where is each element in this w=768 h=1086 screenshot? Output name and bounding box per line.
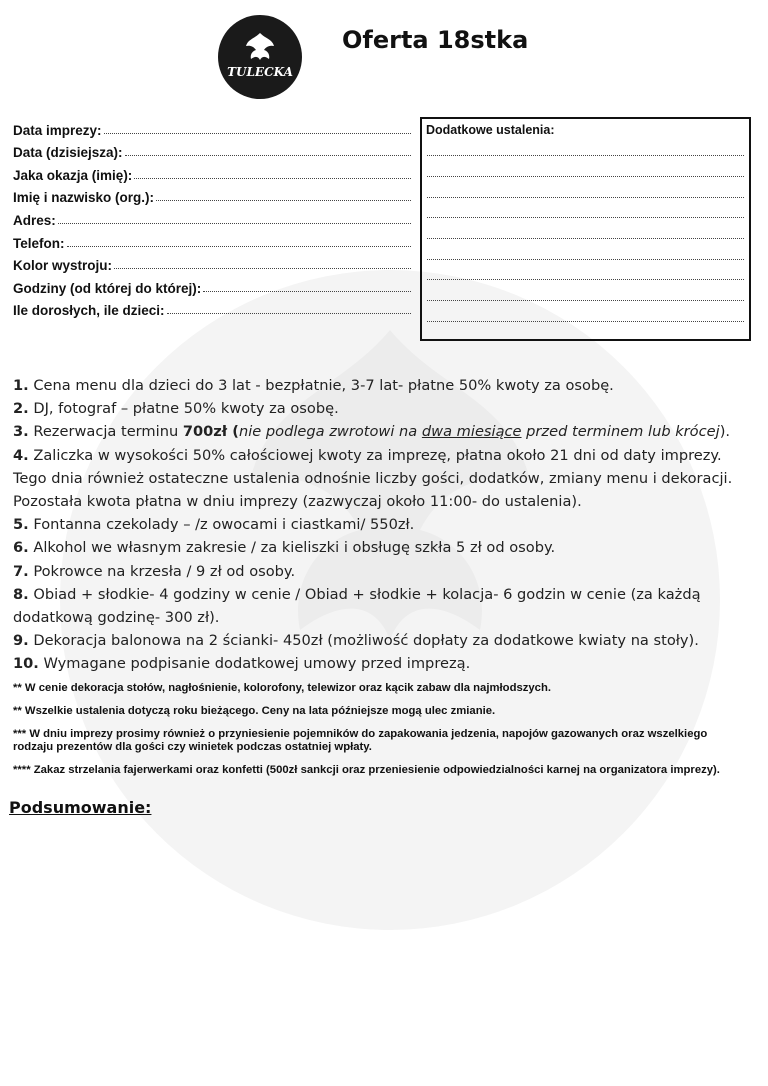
item-text: Zaliczka w wysokości 50% całościowej kwoty za imprezę, płatna około 21 dni od daty imprezy. Tego dnia również ostateczne ustalenia odnośnie liczby gości, dodatków, zmiany menu i dekoracji. Pozostała kwota płatna w dniu imprezy (zazwyczaj około 11:00- do ustalenia). [13, 446, 733, 511]
fill-line [167, 313, 411, 314]
list-item [13, 397, 758, 420]
fill-line [203, 291, 411, 292]
fill-line [427, 155, 744, 156]
fill-line [67, 246, 412, 247]
fill-line [104, 133, 411, 134]
item-text: Rezerwacja terminu [28, 423, 183, 441]
list-item [13, 583, 758, 629]
footnote: ** W cenie dekoracja stołów, nagłośnienie, kolorofony, telewizor oraz kącik zabaw dla najmłodszych. [13, 682, 552, 694]
fill-line [114, 268, 411, 269]
field-event-date[interactable] [13, 115, 411, 138]
fill-line [427, 259, 744, 260]
fill-line [427, 176, 744, 177]
item-number: 5. [13, 516, 29, 534]
item-number: 10. [13, 655, 39, 673]
field-label: Adres: [13, 212, 56, 228]
item-number: 3. [13, 423, 29, 441]
fill-line [134, 178, 411, 179]
page-title: Oferta 18stka [342, 26, 529, 54]
fill-line [427, 279, 744, 280]
fill-line [156, 200, 411, 201]
field-guest-count[interactable] [13, 296, 411, 319]
list-item [13, 560, 758, 583]
field-occasion[interactable] [13, 160, 411, 183]
footnote: *** W dniu imprezy prosimy również o przyniesienie pojemników do zapakowania jedzenia, napojów gazowanych oraz wszelkiego rodzaju prezentów dla gości czy winietek podczas ostatniej wpłaty. [13, 728, 708, 753]
field-hours[interactable] [13, 273, 411, 296]
item-number: 4. [13, 446, 29, 464]
summary-heading: Podsumowanie: [9, 798, 152, 817]
field-organizer-name[interactable] [13, 183, 411, 206]
field-label: Telefon: [13, 235, 65, 251]
item-number: 7. [13, 562, 29, 580]
item-number: 9. [13, 632, 29, 650]
footnote: **** Zakaz strzelania fajerwerkami oraz konfetti (500zł sankcji oraz przeniesienie odpowiedzialności karnej na organizatora imprezy). [13, 764, 720, 776]
item-text: Obiad + słodkie- 4 godziny w cenie / Obiad + słodkie + kolacja- 6 godzin w cenie (za każdą dodatkową godzinę- 300 zł). [13, 585, 701, 627]
additional-arrangements-label: Dodatkowe ustalenia: [426, 123, 555, 137]
field-address[interactable] [13, 205, 411, 228]
tulecka-logo [218, 15, 302, 99]
item-number: 8. [13, 585, 29, 603]
item-text: Dekoracja balonowa na 2 ścianki- 450zł (możliwość dopłaty za dodatkowe kwiaty na stoły). [28, 632, 699, 650]
field-label: Godziny (od której do której): [13, 280, 202, 296]
field-label: Kolor wystroju: [13, 258, 113, 274]
list-item [13, 374, 758, 397]
footnote: ** Wszelkie ustalenia dotyczą roku bieżącego. Ceny na lata późniejsze mogą ulec zmianie. [13, 705, 496, 717]
fill-line [427, 300, 744, 301]
deposit-amount: 700zł [182, 423, 228, 441]
leaf-icon [246, 33, 274, 60]
item-number: 6. [13, 539, 29, 557]
field-today-date[interactable] [13, 138, 411, 161]
fill-line [427, 197, 744, 198]
item-text: przed terminem lub krócej [521, 423, 720, 441]
logo-text: TULECKA [227, 65, 293, 79]
field-label: Jaka okazja (imię): [13, 167, 133, 183]
field-label: Data (dzisiejsza): [13, 145, 123, 161]
fill-line [427, 321, 744, 322]
item-text: Fontanna czekolady – /z owocami i ciastkami/ 550zł. [28, 516, 415, 534]
item-text: dwa miesiące [421, 423, 522, 441]
list-item [13, 513, 758, 536]
field-label: Data imprezy: [13, 122, 102, 138]
fill-line [125, 155, 411, 156]
offer-terms-list [13, 374, 758, 676]
item-number: 1. [13, 377, 29, 394]
fill-line [427, 238, 744, 239]
fill-line [427, 217, 744, 218]
item-text: ). [719, 423, 731, 441]
item-text: nie podlega zwrotowi na [238, 423, 422, 441]
item-text: Cena menu dla dzieci do 3 lat - bezpłatnie, 3-7 lat- płatne 50% kwoty za osobę. [28, 377, 614, 394]
list-item [13, 420, 758, 443]
event-fields [13, 115, 411, 318]
item-text: ( [227, 423, 239, 441]
item-text: DJ, fotograf – płatne 50% kwoty za osobę. [28, 400, 339, 418]
list-item [13, 629, 758, 652]
list-item [13, 536, 758, 559]
list-item [13, 444, 758, 514]
list-item [13, 652, 758, 675]
item-number: 2. [13, 400, 29, 418]
field-label: Ile dorosłych, ile dzieci: [13, 303, 165, 319]
fill-line [58, 223, 411, 224]
field-label: Imię i nazwisko (org.): [13, 190, 155, 206]
item-text: Wymagane podpisanie dodatkowej umowy przed imprezą. [38, 655, 471, 673]
footnotes [13, 682, 743, 787]
field-phone[interactable] [13, 228, 411, 251]
field-decor-color[interactable] [13, 251, 411, 274]
item-text: Alkohol we własnym zakresie / za kieliszki i obsługę szkła 5 zł od osoby. [28, 539, 556, 557]
item-text: Pokrowce na krzesła / 9 zł od osoby. [28, 562, 296, 580]
additional-arrangements-box[interactable] [420, 117, 751, 341]
